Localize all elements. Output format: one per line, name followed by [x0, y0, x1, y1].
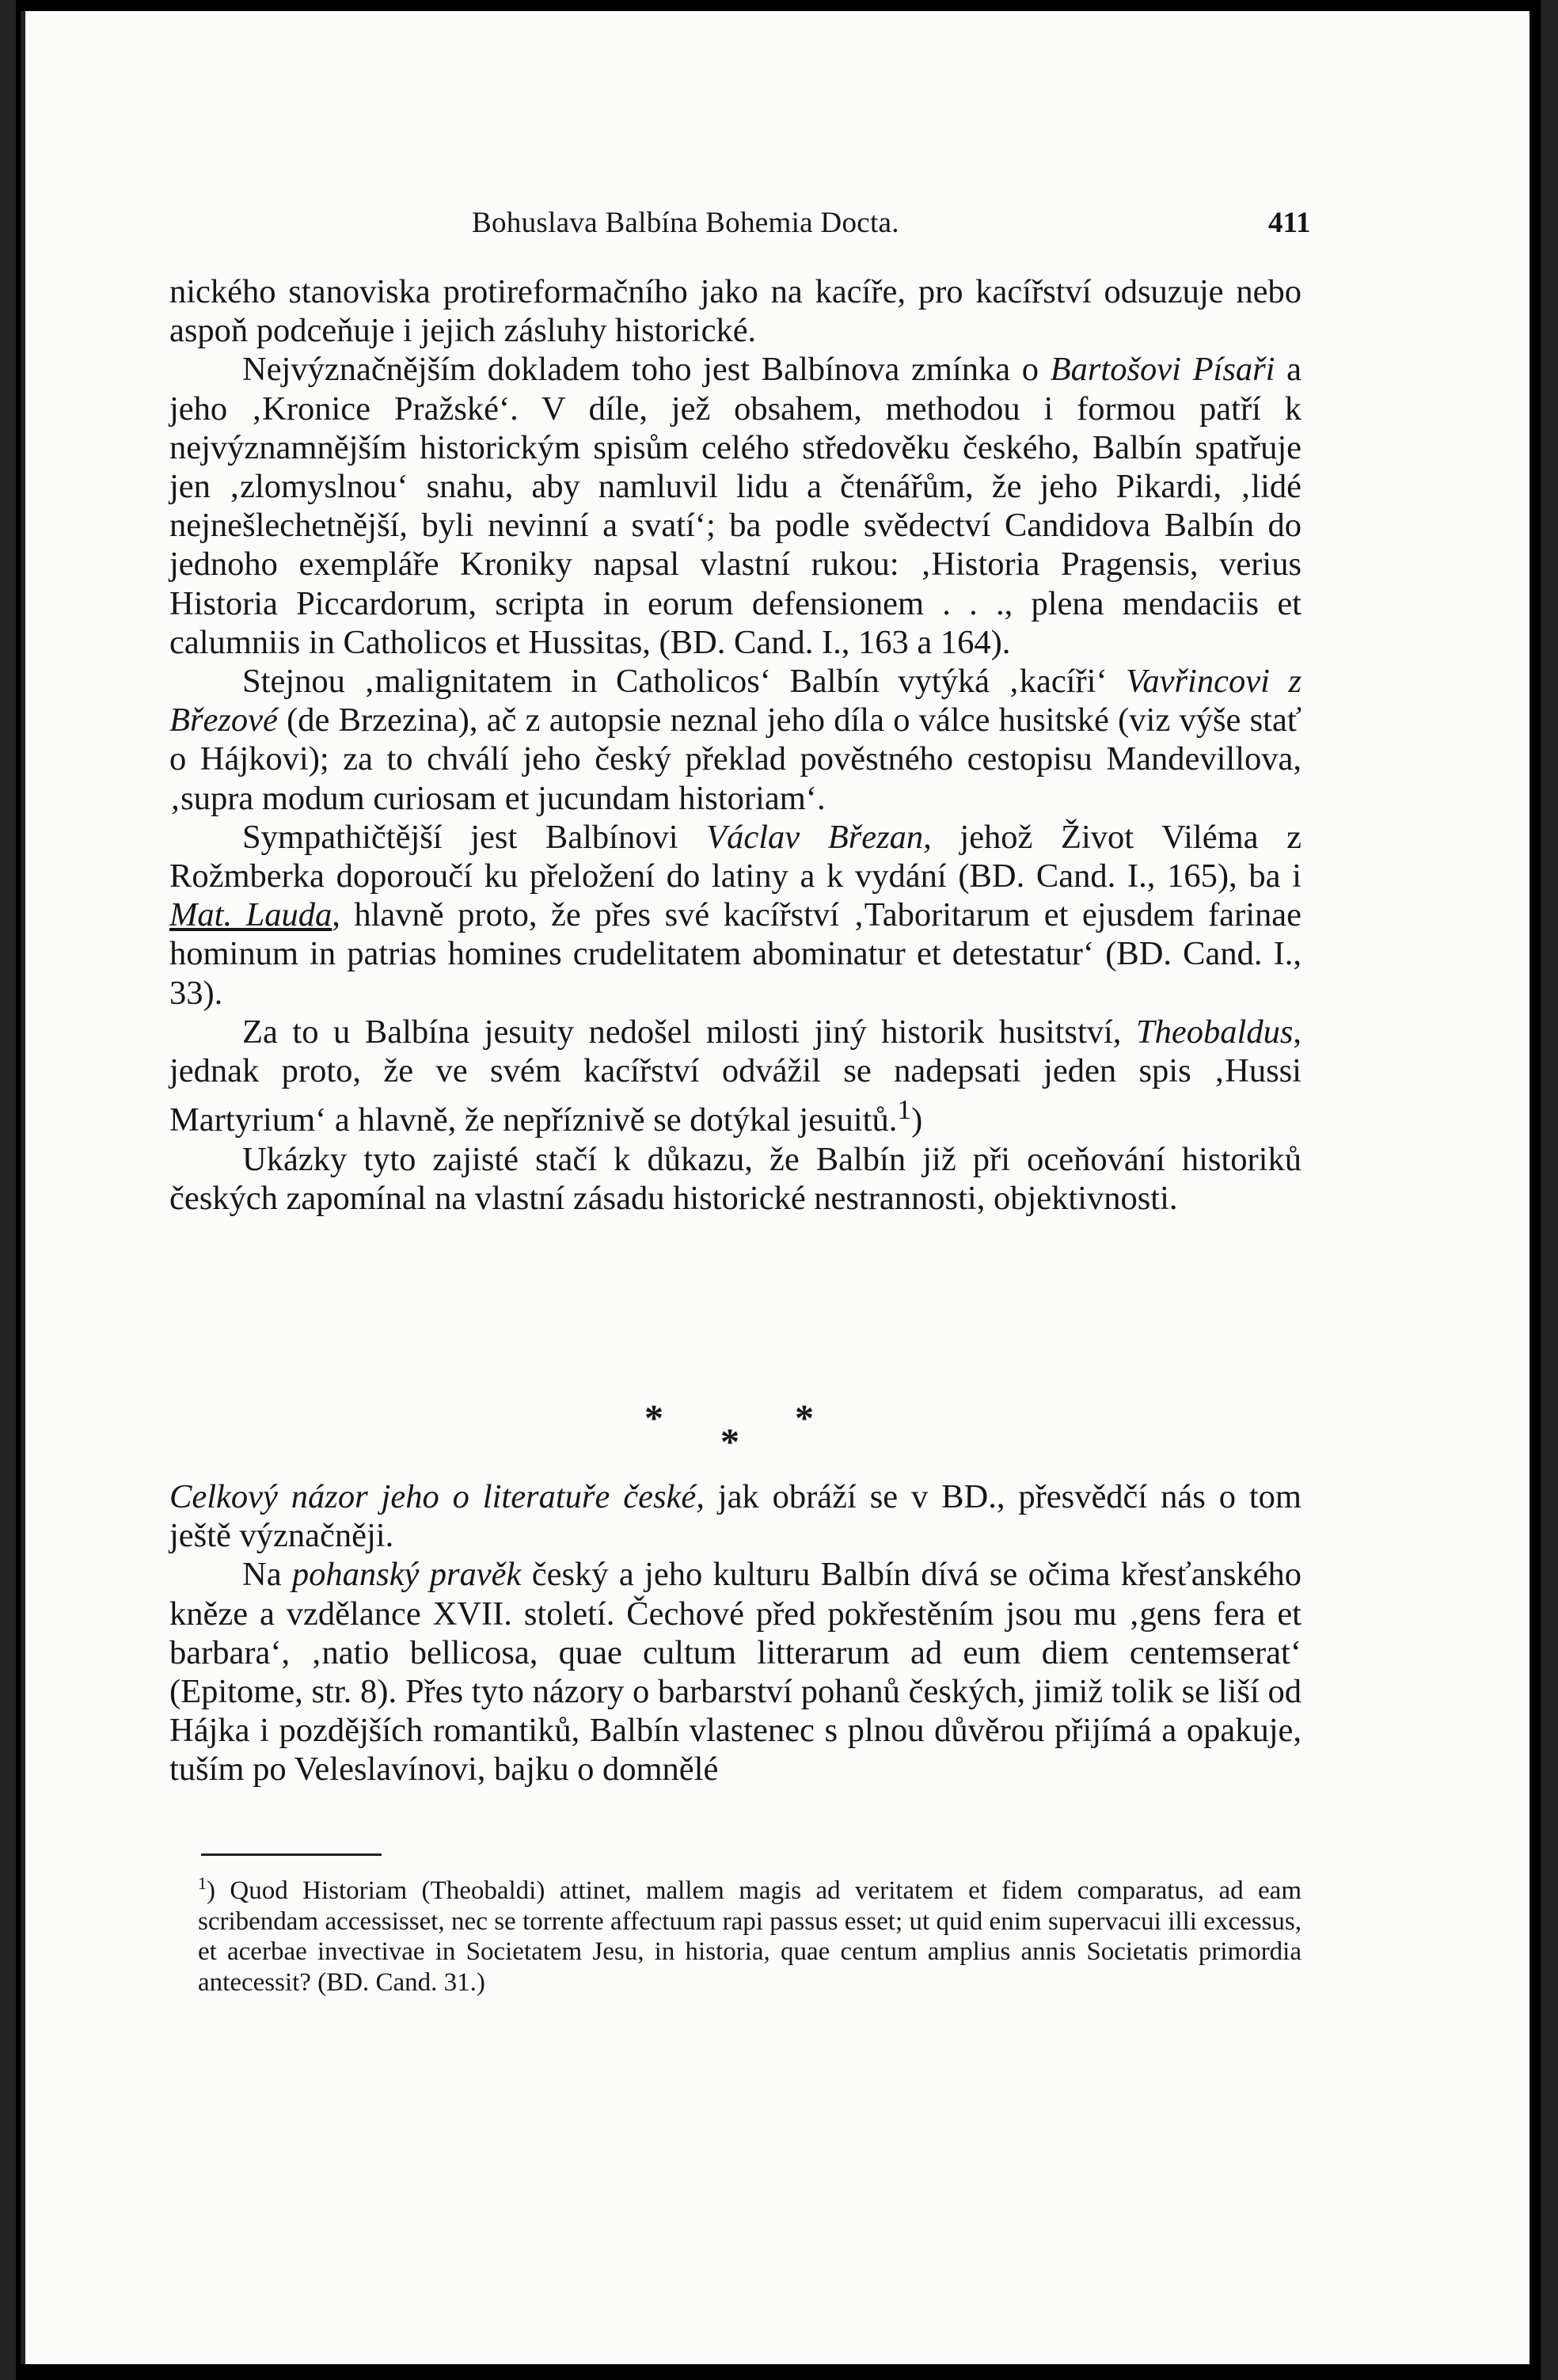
paragraph-6 — [169, 1140, 1302, 1218]
paragraph-2-text-b: a jeho ‚Kronice Pražské‘. V díle, jež obsahem, methodou i formou patří k nejvýznamnějším historickým spisům celého středověku českého, Balbín spatřuje jen ‚zlomyslnou‘ snahu, aby namluvil lidu a čtenářům, že jeho Pikardi, ‚lidé nejnešlechetnější, byli nevinní a svatí‘; ba podle svědectví Candidova Balbín do jednoho exempláře Kroniky napsal vlastní rukou: ‚Historia Pragensis, verius Historia Piccardorum, scripta in eorum defensionem . . ., plena mendaciis et calumniis in Catholicos et Hussitas, (BD. Cand. I., 163 a 164). — [169, 351, 1302, 661]
name-bartos-pisar: Bartošovi Písaři — [1050, 351, 1275, 389]
paragraph-3-text-b: (de Brzezina), ač z autopsie neznal jeho díla o válce husitské (viz výše stať o Hájkovi); za to chválí jeho český překlad pověstného cestopisu Mandevillova, ‚supra modum curiosam et jucundam historiam‘. — [169, 701, 1302, 817]
paragraph-5 — [169, 1013, 1302, 1140]
footnote-reference: 1 — [897, 1093, 912, 1126]
scan-border-right — [1541, 0, 1558, 2380]
paragraph-6-text: Ukázky tyto zajisté stačí k důkazu, že Balbín již při oceňování historiků českých zapomínal na vlastní zásadu historické nestrannosti, objektivnosti. — [169, 1140, 1302, 1217]
paragraph-5-text-b: , jednak proto, že ve svém kacířství odvážil se nadepsati jeden spis ‚Hussi Martyrium‘ a hlavně, že nepříznivě se dotýkal jesuitů. — [169, 1013, 1302, 1139]
italic-heading-phrase: Celkový názor jeho o literatuře české, — [169, 1478, 705, 1515]
document-page — [21, 11, 1530, 2364]
name-mat-lauda: Mat. Lauda — [169, 896, 332, 934]
paragraph-4-text-b: jehož Život Viléma z Rožmberka doporoučí ku přeložení do latiny a k vydání (BD. Cand. I., 165), ba i — [169, 818, 1302, 895]
separator-star: * — [644, 1397, 663, 1439]
paragraph-8 — [169, 1555, 1302, 1789]
paragraph-5-text-a: Za to u Balbína jesuity nedošel milosti jiný historik husitství, — [242, 1013, 1137, 1051]
paragraph-5-text-c: ) — [911, 1101, 923, 1139]
italic-pohansky-pravek: pohanský pravěk — [291, 1556, 522, 1594]
name-vavrinec-z-brezove: Vavřincovi z Březové — [169, 663, 1302, 739]
name-vaclav-brezan: Václav Březan, — [706, 818, 932, 856]
footnote-text: ) Quod Historiam (Theobaldi) attinet, mallem magis ad veritatem et fidem comparatus, ad eam scribendam accessisset, nec se torrente affectuum rapi passus esset; ut quid enim supervacui illi excessus, et acerbae invectivae in Societatem Jesu, in historia, quae centum amplius annis Societatis primordia antecessit? (BD. Cand. 31.) — [198, 1876, 1302, 1997]
footnote-marker: 1 — [198, 1873, 207, 1893]
paragraph-1 — [169, 272, 1302, 350]
paragraph-3-text-a: Stejnou ‚malignitatem in Catholicos‘ Balbín vytýká ‚kacíři‘ — [242, 663, 1127, 701]
paragraph-7-text: jak obráží se v BD., přesvědčí nás o tom ještě význačněji. — [169, 1478, 1302, 1555]
paragraph-8-text-b: český a jeho kulturu Balbín dívá se očima křesťanského kněze a vzdělance XVII. století. Čechové před pokřestěním jsou mu ‚gens fera et barbara‘, ‚natio bellicosa, quae cultum litterarum ad eum diem centemserat‘ (Epitome, str. 8). Přes tyto názory o barbarství pohanů českých, jimiž tolik se liší od Hájka i pozdějších romantiků, Balbín vlastenec s plnou důvěrou přijímá a opakuje, tuším po Veleslavínovi, bajku o domnělé — [169, 1556, 1302, 1789]
running-title: Bohuslava Balbína Bohemia Docta. — [472, 207, 899, 239]
footnote — [198, 1869, 1302, 1998]
paragraph-4-text-a: Sympathičtější jest Balbínovi — [242, 818, 707, 856]
paragraph-2-text-a: Nejvýznačnějším dokladem toho jest Balbínova zmínka o — [242, 351, 1051, 389]
footnote-rule — [201, 1853, 382, 1856]
paragraph-8-text-a: Na — [242, 1556, 292, 1594]
paragraph-7 — [169, 1477, 1302, 1555]
separator-star: * — [720, 1421, 739, 1463]
paragraph-2 — [169, 350, 1302, 662]
body-text — [169, 272, 1302, 1218]
paragraph-3 — [169, 662, 1302, 818]
paragraph-1-text: nického stanoviska protireformačního jako na kacíře, pro kacířství odsuzuje nebo aspoň podceňuje i jejich zásluhy historické. — [169, 273, 1302, 350]
separator-star: * — [795, 1397, 814, 1439]
paragraph-4 — [169, 818, 1302, 1013]
section-2-text — [169, 1477, 1302, 1789]
page-number: 411 — [1268, 207, 1311, 239]
name-theobaldus: Theobaldus — [1136, 1013, 1294, 1051]
scan-border-left — [0, 0, 16, 2380]
paragraph-4-text-c: , hlavně proto, že přes své kacířství ‚Taboritarum et ejusdem farinae hominum in patrias homines crudelitatem abominatur et detestatur‘ (BD. Cand. I., 33). — [169, 896, 1302, 1012]
